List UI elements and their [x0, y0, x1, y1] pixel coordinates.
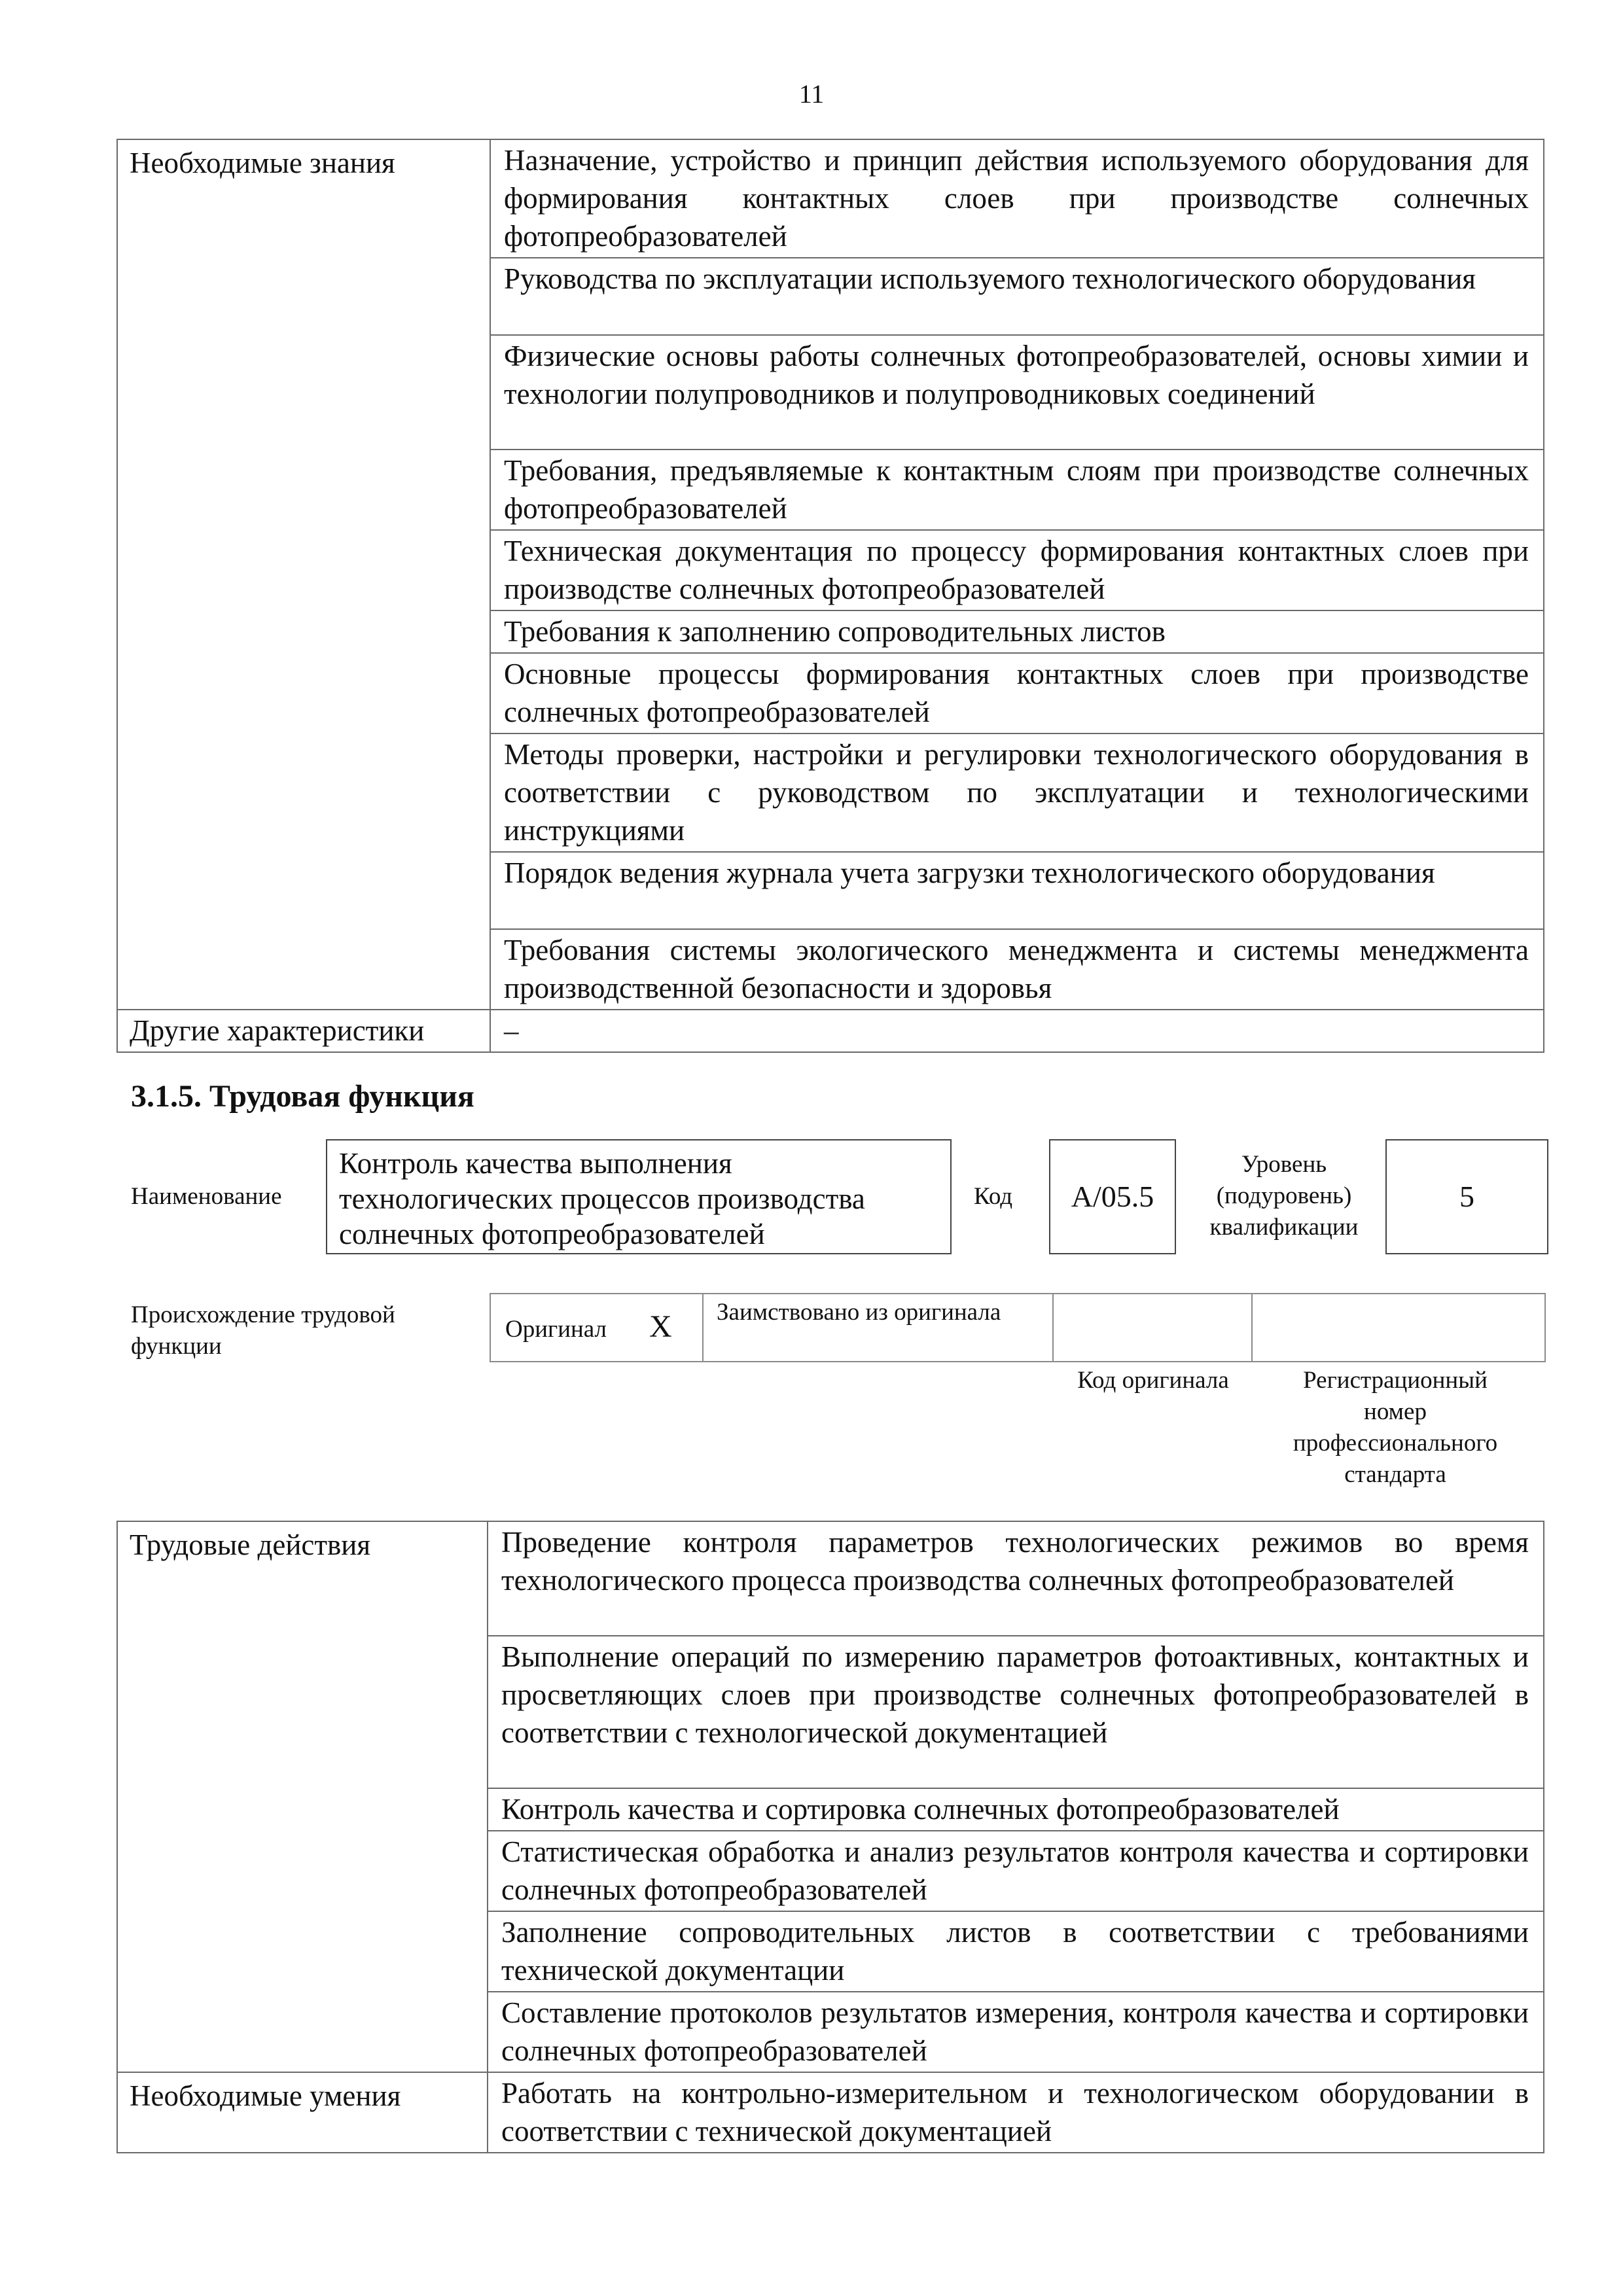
- name-label: Наименование: [131, 1183, 282, 1210]
- borrowed-label: Заимствовано из оригинала: [717, 1299, 1001, 1326]
- function-name: Контроль качества выполнения технологических процессов производства солнечных фотопреобразователей: [339, 1147, 865, 1250]
- origin-row: [490, 1293, 1546, 1362]
- action-item: Выполнение операций по измерению параметров фотоактивных, контактных и просветляющих слоев при производстве солнечных фотопреобразователей в соответствии с технологической документацией: [488, 1636, 1544, 1788]
- action-item: Составление протоколов результатов измерения, контроля качества и сортировки солнечных фотопреобразователей: [488, 1992, 1544, 2072]
- level-label: Уровень (подуровень) квалификации: [1209, 1151, 1359, 1241]
- page-number: 11: [798, 79, 825, 109]
- code-label: Код: [974, 1183, 1013, 1210]
- action-item: Заполнение сопроводительных листов в соответствии с требованиями технической документации: [488, 1911, 1544, 1992]
- knowledge-table: [116, 139, 1544, 1053]
- knowledge-label: Необходимые знания: [117, 139, 490, 1010]
- other-label: Другие характеристики: [117, 1010, 490, 1052]
- knowledge-item: Требования системы экологического менеджмента и системы менеджмента производственной безопасности и здоровья: [490, 929, 1544, 1010]
- origin-label: Происхождение трудовой функции: [131, 1301, 395, 1360]
- knowledge-item: Основные процессы формирования контактных слоев при производстве солнечных фотопреобразователей: [490, 653, 1544, 733]
- actions-table: [116, 1521, 1544, 2153]
- code-caption: Код оригинала: [1077, 1367, 1229, 1394]
- skills-label: Необходимые умения: [117, 2072, 488, 2153]
- code-box: [1049, 1139, 1176, 1254]
- section-heading: 3.1.5. Трудовая функция: [131, 1079, 474, 1114]
- knowledge-item: Физические основы работы солнечных фотопреобразователей, основы химии и технологии полупроводников и полупроводниковых соединений: [490, 335, 1544, 450]
- level-value: 5: [1459, 1180, 1474, 1213]
- knowledge-item: Требования, предъявляемые к контактным слоям при производстве солнечных фотопреобразователей: [490, 450, 1544, 530]
- action-item: Контроль качества и сортировка солнечных фотопреобразователей: [488, 1788, 1544, 1831]
- reg-caption: Регистрационный номер профессионального стандарта: [1293, 1367, 1498, 1488]
- other-value: –: [490, 1010, 1544, 1052]
- original-label: Оригинал: [505, 1316, 607, 1343]
- code-value: A/05.5: [1071, 1180, 1154, 1213]
- skill-item: Работать на контрольно-измерительном и технологическом оборудовании в соответствии с технической документацией: [488, 2072, 1544, 2153]
- knowledge-item: Методы проверки, настройки и регулировки технологического оборудования в соответствии с руководством по эксплуатации и технологическими инструкциями: [490, 733, 1544, 852]
- original-mark: X: [649, 1309, 672, 1344]
- function-name-box: [326, 1139, 952, 1254]
- knowledge-item: Требования к заполнению сопроводительных листов: [490, 610, 1544, 653]
- knowledge-item: Назначение, устройство и принцип действия используемого оборудования для формирования контактных слоев при производстве солнечных фотопреобразователей: [490, 139, 1544, 258]
- action-item: Проведение контроля параметров технологических режимов во время технологического процесса производства солнечных фотопреобразователей: [488, 1521, 1544, 1636]
- knowledge-item: Руководства по эксплуатации используемого технологического оборудования: [490, 258, 1544, 335]
- action-item: Статистическая обработка и анализ результатов контроля качества и сортировки солнечных фотопреобразователей: [488, 1831, 1544, 1911]
- knowledge-item: Порядок ведения журнала учета загрузки технологического оборудования: [490, 852, 1544, 929]
- actions-label: Трудовые действия: [117, 1521, 488, 2072]
- knowledge-item: Техническая документация по процессу формирования контактных слоев при производстве солнечных фотопреобразователей: [490, 530, 1544, 610]
- level-box: [1385, 1139, 1548, 1254]
